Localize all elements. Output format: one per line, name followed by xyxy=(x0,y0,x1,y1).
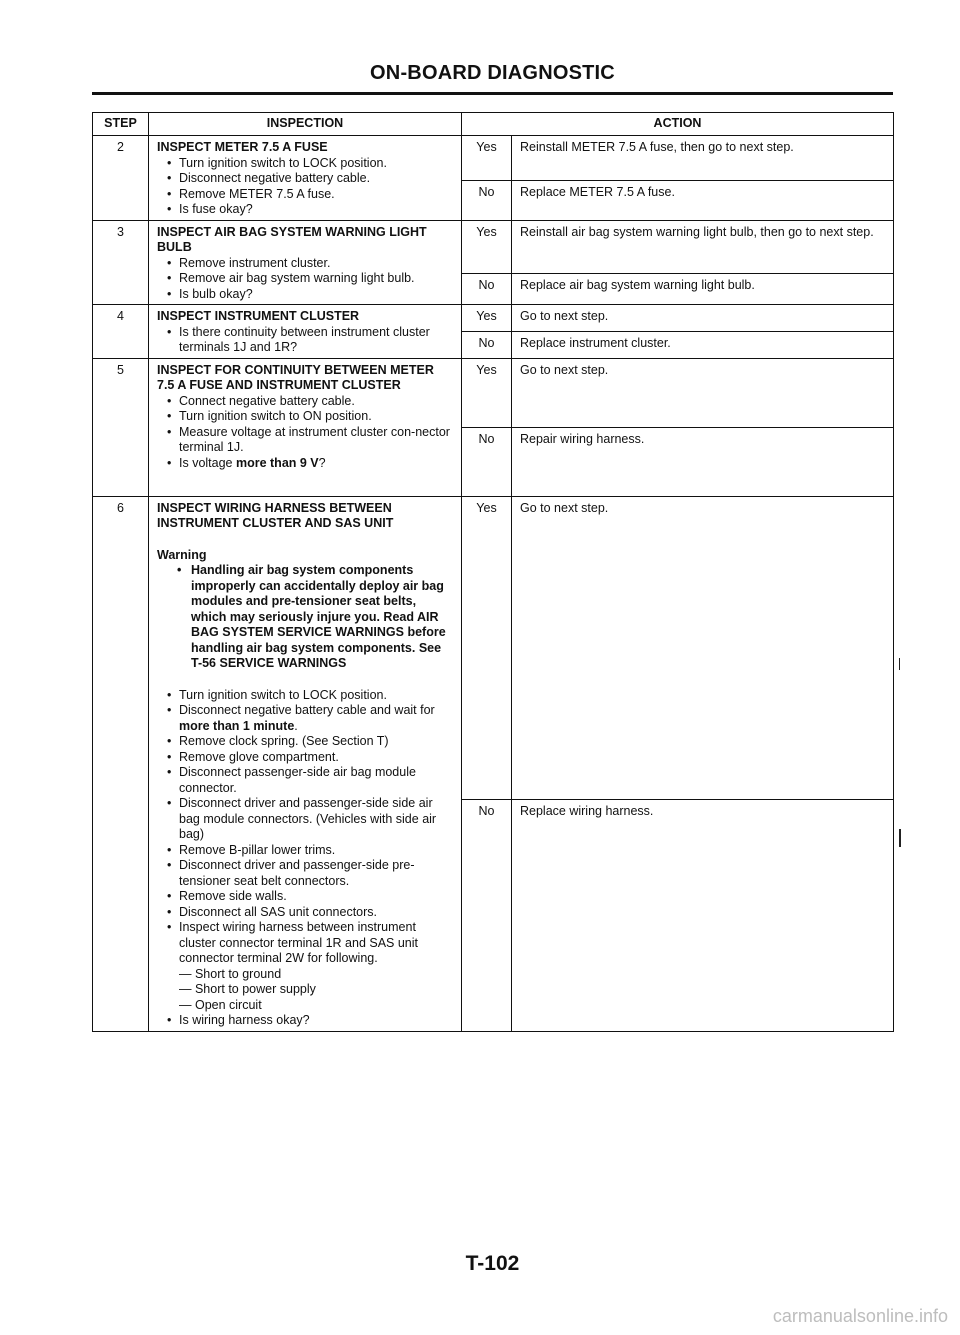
list-item: • Measure voltage at instrument cluster con-nector terminal 1J. xyxy=(167,425,453,456)
list-item xyxy=(167,703,453,734)
dash-item: — Open circuit xyxy=(179,997,262,1012)
inspection-title: INSPECT WIRING HARNESS BETWEEN INSTRUMENT CLUSTER AND SAS UNIT xyxy=(157,500,394,530)
bullet-emphasis: more than 1 minute xyxy=(179,718,295,733)
list-item: • Disconnect driver and passenger-side pre-tensioner seat belt connectors. xyxy=(167,858,453,889)
list-item: • Remove instrument cluster. xyxy=(167,256,453,272)
yes-label: Yes xyxy=(462,220,512,273)
dash-item: — Short to power supply xyxy=(179,982,316,996)
bullet-text: Disconnect negative battery cable and wait for xyxy=(179,703,435,717)
list-item: • Connect negative battery cable. xyxy=(167,394,453,410)
margin-mark xyxy=(899,658,900,670)
list-item xyxy=(167,920,453,1013)
list-item: • Remove B-pillar lower trims. xyxy=(167,843,453,859)
watermark-text: carmanualsonline.info xyxy=(772,1306,948,1326)
step-number: 5 xyxy=(93,358,149,496)
list-item: • Disconnect all SAS unit connectors. xyxy=(167,905,453,921)
no-label: No xyxy=(462,331,512,358)
no-action: Replace air bag system warning light bulb. xyxy=(512,273,894,304)
list-item: • Is wiring harness okay? xyxy=(167,1013,453,1029)
step-number: 6 xyxy=(93,496,149,1031)
warning-label: Warning xyxy=(157,547,207,562)
inspection-cell xyxy=(149,358,462,496)
list-item: • Remove clock spring. (See Section T) xyxy=(167,734,453,750)
list-item xyxy=(167,456,453,472)
list-item: • Is there continuity between instrument cluster terminals 1J and 1R? xyxy=(167,325,453,356)
inspection-title: INSPECT FOR CONTINUITY BETWEEN METER 7.5 A FUSE AND INSTRUMENT CLUSTER xyxy=(157,362,434,392)
inspection-cell xyxy=(149,136,462,221)
margin-mark xyxy=(899,829,901,847)
no-label: No xyxy=(462,273,512,304)
table-row xyxy=(93,136,894,181)
yes-action: Go to next step. xyxy=(512,496,894,799)
step-number: 2 xyxy=(93,136,149,221)
header-rule xyxy=(92,92,893,95)
bullet-text: Is voltage xyxy=(179,455,236,470)
no-label: No xyxy=(462,799,512,1031)
no-action: Repair wiring harness. xyxy=(512,427,894,496)
list-item: • Remove METER 7.5 A fuse. xyxy=(167,187,453,203)
yes-label: Yes xyxy=(462,496,512,799)
inspection-cell xyxy=(149,305,462,359)
list-item: • Remove glove compartment. xyxy=(167,750,453,766)
col-header-step: STEP xyxy=(93,113,149,136)
no-label: No xyxy=(462,181,512,220)
bullet-text: Inspect wiring harness between instrument cluster connector terminal 1R and SAS unit connector terminal 2W for following. xyxy=(179,920,419,965)
table-row xyxy=(93,358,894,427)
list-item: • Disconnect negative battery cable. xyxy=(167,171,453,187)
inspection-cell xyxy=(149,220,462,305)
list-item: • Turn ignition switch to LOCK position. xyxy=(167,156,453,172)
col-header-action: ACTION xyxy=(462,113,894,136)
page-title: ON-BOARD DIAGNOSTIC xyxy=(370,62,615,84)
yes-label: Yes xyxy=(462,305,512,332)
bullet-text: . xyxy=(294,718,298,733)
no-label: No xyxy=(462,427,512,496)
inspection-title: INSPECT INSTRUMENT CLUSTER xyxy=(157,309,360,323)
list-item: • Is bulb okay? xyxy=(167,287,453,303)
list-item: • Is fuse okay? xyxy=(167,202,453,218)
yes-action: Reinstall METER 7.5 A fuse, then go to next step. xyxy=(512,136,894,181)
no-action: Replace wiring harness. xyxy=(512,799,894,1031)
table-row xyxy=(93,305,894,332)
page-number: T-102 xyxy=(465,1252,520,1275)
step-number: 3 xyxy=(93,220,149,305)
no-action: Replace METER 7.5 A fuse. xyxy=(512,181,894,220)
col-header-inspection: INSPECTION xyxy=(149,113,462,136)
inspection-title: INSPECT METER 7.5 A FUSE xyxy=(157,140,328,154)
list-item: • Disconnect passenger-side air bag module connector. xyxy=(167,765,453,796)
list-item: • Remove air bag system warning light bulb. xyxy=(167,271,453,287)
list-item: • Remove side walls. xyxy=(167,889,453,905)
step-number: 4 xyxy=(93,305,149,359)
no-action: Replace instrument cluster. xyxy=(512,331,894,358)
yes-action: Go to next step. xyxy=(512,305,894,332)
warning-text: • Handling air bag system components improperly can accidentally deploy air bag modules and pre-tensioner seat belts, which may seriously injure you. Read AIR BAG SYSTEM SERVICE WARNINGS before handling air bag system components. See T-56 SERVICE WARNINGS xyxy=(177,563,453,672)
yes-action: Reinstall air bag system warning light bulb, then go to next step. xyxy=(512,220,894,273)
table-row xyxy=(93,220,894,273)
yes-label: Yes xyxy=(462,136,512,181)
diagnostic-table xyxy=(92,112,894,1032)
table-header-row xyxy=(93,113,894,136)
inspection-cell xyxy=(149,496,462,1031)
inspection-title: INSPECT AIR BAG SYSTEM WARNING LIGHT BULB xyxy=(157,224,427,254)
bullet-emphasis: more than 9 V xyxy=(235,455,319,470)
table-row xyxy=(93,496,894,799)
list-item: • Turn ignition switch to LOCK position. xyxy=(167,688,453,704)
dash-item: — Short to ground xyxy=(179,966,282,981)
list-item: • Turn ignition switch to ON position. xyxy=(167,409,453,425)
yes-action: Go to next step. xyxy=(512,358,894,427)
yes-label: Yes xyxy=(462,358,512,427)
list-item: • Disconnect driver and passenger-side side air bag module connectors. (Vehicles with side air bag) xyxy=(167,796,453,843)
bullet-text: ? xyxy=(318,455,326,470)
